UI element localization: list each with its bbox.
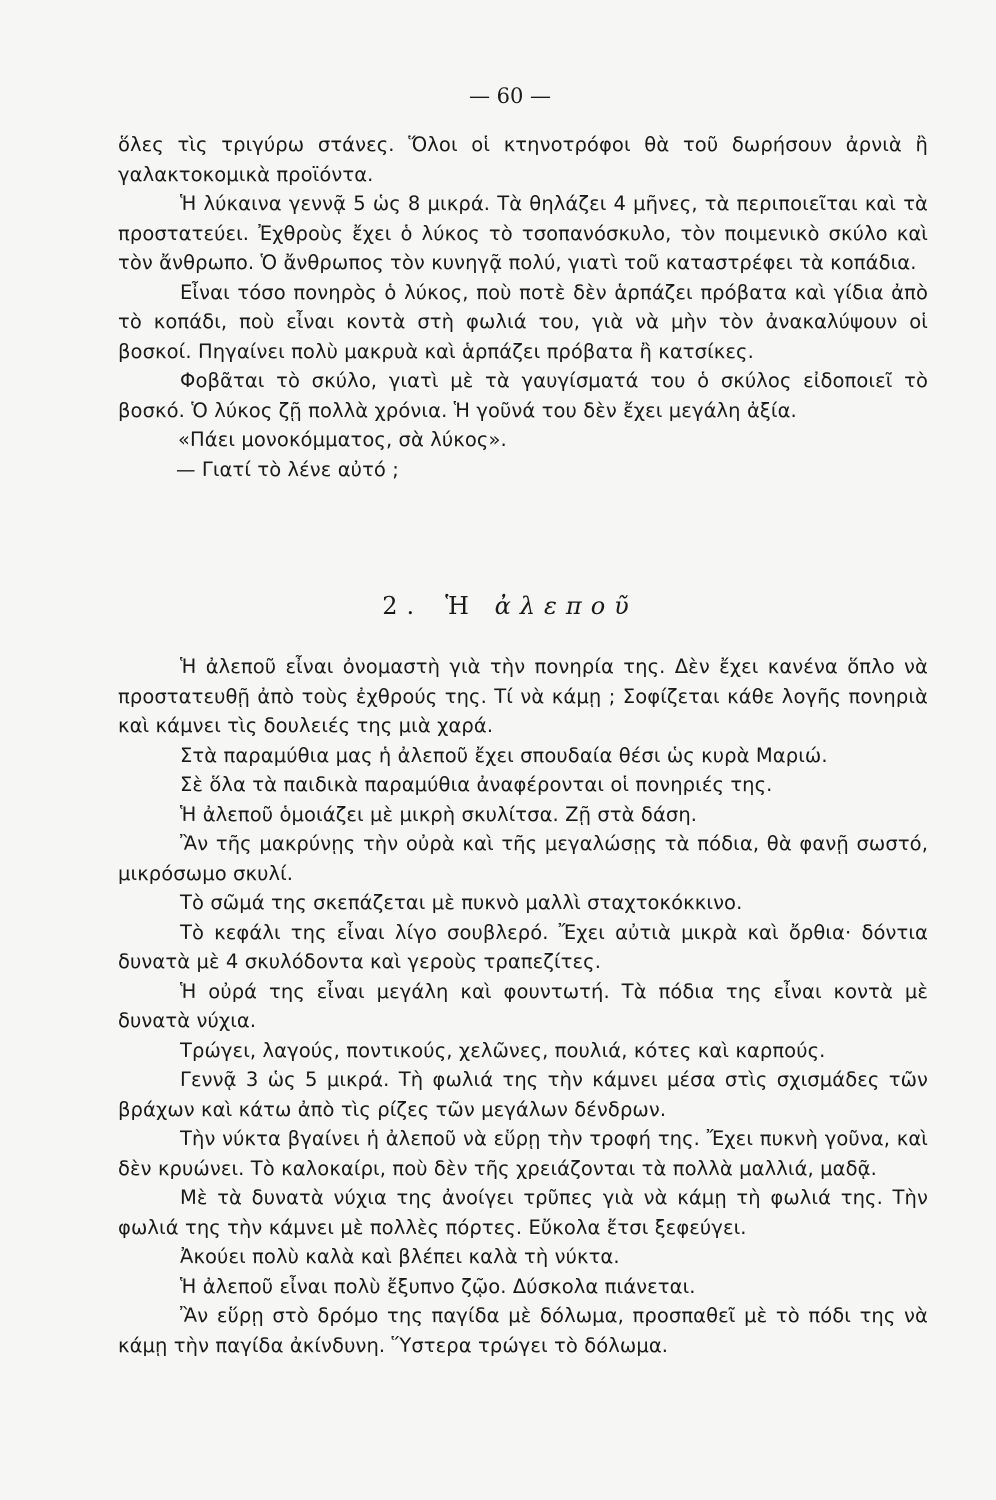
- paragraph: ὅλες τὶς τριγύρω στάνες. Ὅλοι οἱ κτηνοτρόφοι θὰ τοῦ δωρήσουν ἀρνιὰ ἢ γαλακτοκομικὰ προϊόντα.: [118, 133, 928, 186]
- paragraph: Τρώγει, λαγούς, ποντικούς, χελῶνες, πουλιά, κότες καὶ καρπούς.: [180, 1038, 826, 1062]
- page-number: — 60 —: [468, 84, 552, 108]
- paragraph: Γεννᾷ 3 ὡς 5 μικρά. Τὴ φωλιά της τὴν κάμνει μέσα στὶς σχισμάδες τῶν βράχων καὶ κάτω ἀπὸ τὶς ρίζες τῶν μεγάλων δένδρων.: [118, 1068, 928, 1121]
- section-title-word: ἀλεποῦ: [494, 592, 638, 620]
- saying: «Πάει μονοκόμματος, σὰ λύκος».: [178, 428, 507, 451]
- paragraph: Μὲ τὰ δυνατὰ νύχια της ἀνοίγει τρῦπες γιὰ νὰ κάμῃ τὴ φωλιά της. Τὴν φωλιά της τὴν κάμνει μὲ πολλὲς πόρτες. Εὔκολα ἔτσι ξεφεύγει.: [118, 1186, 928, 1239]
- paragraph: Ἂν τῆς μακρύνῃς τὴν οὐρὰ καὶ τῆς μεγαλώσῃς τὰ πόδια, θὰ φανῇ σωστό, μικρόσωμο σκυλί.: [118, 832, 928, 885]
- paragraph: Τὸ σῶμά της σκεπάζεται μὲ πυκνὸ μαλλὶ σταχτοκόκκινο.: [180, 891, 743, 914]
- paragraph: Ἡ ἀλεποῦ εἶναι ὀνομαστὴ γιὰ τὴν πονηρία της. Δὲν ἔχει κανένα ὅπλο νὰ προστατευθῇ ἀπὸ τοὺς ἐχθρούς της. Τί νὰ κάμῃ ; Σοφίζεται κάθε λογῆς πονηριὰ καὶ κάμνει τὶς δουλειές της μιὰ χαρά.: [118, 655, 928, 737]
- section-title: [0, 592, 996, 620]
- paragraph: Τὸ κεφάλι της εἶναι λίγο σουβλερό. Ἔχει αὐτιὰ μικρὰ καὶ ὄρθια· δόντια δυνατὰ μὲ 4 σκυλόδοντα καὶ γεροὺς τραπεζίτες.: [118, 920, 928, 973]
- paragraph: Τὴν νύκτα βγαίνει ἡ ἀλεποῦ νὰ εὕρῃ τὴν τροφή της. Ἔχει πυκνὴ γοῦνα, καὶ δὲν κρυώνει. Τὸ καλοκαίρι, ποὺ δὲν τῆς χρειάζονται τὰ πολλὰ μαλλιά, μαδᾷ.: [118, 1127, 928, 1180]
- paragraph: Ἡ λύκαινα γεννᾷ 5 ὡς 8 μικρά. Τὰ θηλάζει 4 μῆνες, τὰ περιποιεῖται καὶ τὰ προστατεύει. Ἐχθροὺς ἔχει ὁ λύκος τὸ τσοπανόσκυλο, τὸν ποιμενικὸ σκύλο καὶ τὸν ἄνθρωπο. Ὁ ἄνθρωπος τὸν κυνηγᾷ πολύ, γιατὶ τοῦ καταστρέφει τὰ κοπάδια.: [118, 192, 928, 274]
- section-1-text: [118, 130, 928, 484]
- section-2-text: [118, 652, 928, 1360]
- question: — Γιατί τὸ λένε αὐτό ;: [176, 457, 399, 481]
- section-title-article: Ἡ: [445, 592, 478, 620]
- paragraph: Ἀκούει πολὺ καλὰ καὶ βλέπει καλὰ τὴ νύκτα.: [180, 1245, 620, 1268]
- paragraph: Ἂν εὕρῃ στὸ δρόμο της παγίδα μὲ δόλωμα, προσπαθεῖ μὲ τὸ πόδι της νὰ κάμῃ τὴν παγίδα ἀκίνδυνη. Ὕστερα τρώγει τὸ δόλωμα.: [118, 1304, 928, 1357]
- paragraph: Ἡ οὐρά της εἶναι μεγάλη καὶ φουντωτή. Τὰ πόδια της εἶναι κοντὰ μὲ δυνατὰ νύχια.: [118, 979, 928, 1032]
- paragraph: Στὰ παραμύθια μας ἡ ἀλεποῦ ἔχει σπουδαία θέσι ὡς κυρὰ Μαριώ.: [180, 743, 828, 767]
- paragraph: Ἡ ἀλεποῦ εἶναι πολὺ ἔξυπνο ζῷο. Δύσκολα πιάνεται.: [180, 1274, 696, 1298]
- paragraph: Εἶναι τόσο πονηρὸς ὁ λύκος, ποὺ ποτὲ δὲν ἁρπάζει πρόβατα καὶ γίδια ἀπὸ τὸ κοπάδι, ποὺ εἶναι κοντὰ στὴ φωλιά του, γιὰ νὰ μὴν τὸν ἀνακαλύψουν οἱ βοσκοί. Πηγαίνει πολὺ μακρυὰ καὶ ἁρπάζει πρόβατα ἢ κατσίκες.: [118, 280, 928, 363]
- paragraph: Σὲ ὅλα τὰ παιδικὰ παραμύθια ἀναφέρονται οἱ πονηριές της.: [180, 773, 773, 796]
- section-number: 2.: [382, 592, 424, 620]
- paragraph: Φοβᾶται τὸ σκύλο, γιατὶ μὲ τὰ γαυγίσματά του ὁ σκύλος εἰδοποιεῖ τὸ βοσκό. Ὁ λύκος ζῇ πολλὰ χρόνια. Ἡ γοῦνά του δὲν ἔχει μεγάλη ἀξία.: [118, 369, 928, 422]
- paragraph: Ἡ ἀλεποῦ ὁμοιάζει μὲ μικρὴ σκυλίτσα. Ζῇ στὰ δάση.: [180, 802, 698, 826]
